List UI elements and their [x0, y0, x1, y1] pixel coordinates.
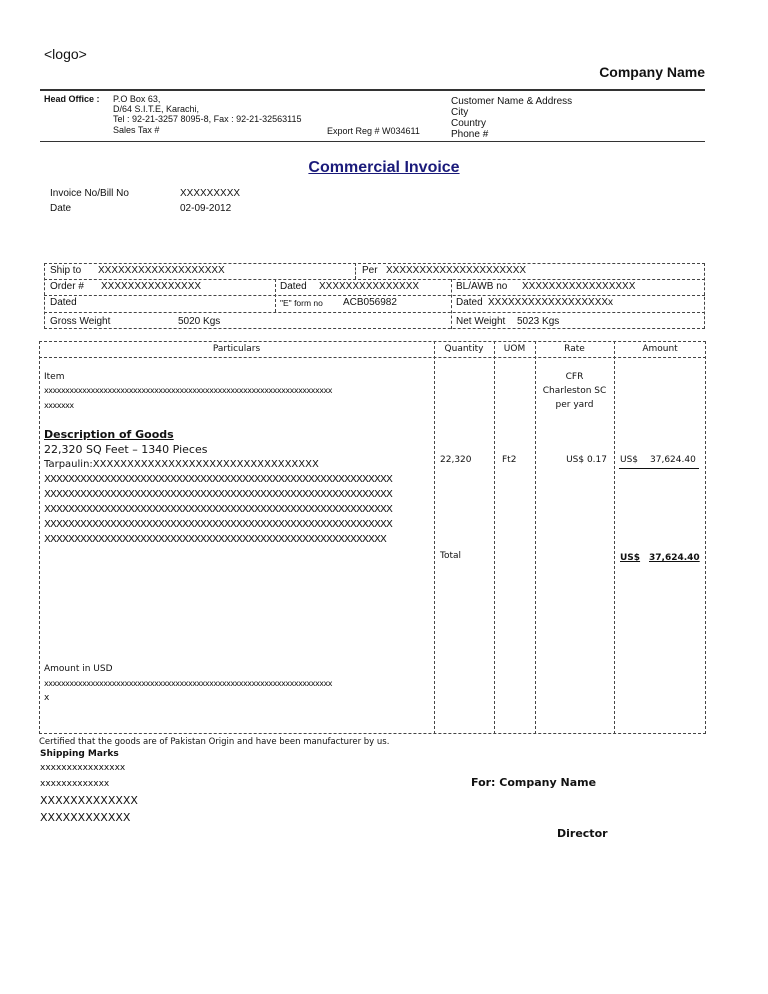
table-col-divider — [494, 341, 495, 734]
quantity-value: 22,320 — [440, 455, 472, 465]
description-line: XXXXXXXXXXXXXXXXXXXXXXXXXXXXXXXXXXXXXXXXXXXXXXXXXXXXXXXXXX — [44, 504, 393, 515]
director-signature-label: Director — [557, 827, 608, 840]
export-reg: Export Reg # W034611 — [327, 126, 420, 136]
sales-tax: Sales Tax # — [113, 125, 160, 135]
e-form-value: ACB056982 — [343, 297, 397, 308]
shipping-mark: XXXXXXXXXXXX — [40, 811, 131, 824]
shipping-mark: XXXXXXXXXXXXX — [40, 794, 138, 807]
gross-weight-value: 5020 Kgs — [178, 316, 221, 327]
description-line: XXXXXXXXXXXXXXXXXXXXXXXXXXXXXXXXXXXXXXXXXXXXXXXXXXXXXXXXXX — [44, 474, 393, 485]
customer-name: Customer Name & Address — [451, 96, 573, 107]
description-line: Tarpaulin:XXXXXXXXXXXXXXXXXXXXXXXXXXXXXXXXX — [44, 459, 319, 470]
table-col-divider — [434, 341, 435, 734]
shipping-row-divider — [44, 279, 705, 280]
bl-awb-label: BL/AWB no — [456, 281, 508, 292]
amount-currency: US$ — [620, 455, 639, 465]
net-weight-label: Net Weight — [456, 316, 506, 327]
amount-value: 37,624.40 — [650, 455, 696, 465]
amount-in-usd-label: Amount in USD — [44, 664, 113, 674]
for-company-name: For: Company Name — [471, 776, 597, 789]
col-header-rate: Rate — [564, 344, 585, 354]
invoice-no-label: Invoice No/Bill No — [50, 188, 129, 199]
net-weight-value: 5023 Kgs — [517, 316, 560, 327]
customer-city: City — [451, 107, 469, 118]
item-line: xxxxxxx — [44, 401, 74, 410]
item-label: Item — [44, 372, 65, 382]
e-form-label: "E" form no — [280, 298, 323, 308]
bl-awb-value: XXXXXXXXXXXXXXXXX — [522, 281, 636, 292]
ship-to-label: Ship to — [50, 265, 82, 276]
head-office-line1: P.O Box 63, — [113, 94, 161, 104]
description-heading: Description of Goods — [44, 428, 174, 441]
dated-value: XXXXXXXXXXXXXXXXXXx — [488, 297, 614, 308]
shipping-marks-label: Shipping Marks — [40, 749, 119, 759]
logo-placeholder: <logo> — [44, 46, 87, 62]
dated-value: XXXXXXXXXXXXXXX — [319, 281, 420, 292]
invoice-date-value: 02-09-2012 — [180, 203, 232, 214]
customer-phone: Phone # — [451, 129, 489, 140]
order-value: XXXXXXXXXXXXXXX — [101, 281, 202, 292]
head-office-label: Head Office : — [44, 94, 100, 104]
col-header-uom: UOM — [503, 344, 526, 354]
amount-underline — [619, 468, 699, 469]
total-label: Total — [440, 551, 462, 561]
per-label: Per — [362, 265, 378, 276]
certification-text: Certified that the goods are of Pakistan Origin and have been manufacturer by us. — [39, 737, 390, 747]
document-title: Commercial Invoice — [308, 159, 460, 176]
shipping-col-divider — [451, 279, 452, 329]
invoice-date-label: Date — [50, 203, 72, 214]
shipping-mark: xxxxxxxxxxxxx — [40, 779, 110, 789]
shipping-mark: xxxxxxxxxxxxxxxx — [40, 763, 126, 773]
table-header-divider — [39, 357, 706, 358]
dated-label: Dated — [50, 297, 77, 308]
head-office-line3: Tel : 92-21-3257 8095-8, Fax : 92-21-32563115 — [113, 114, 302, 124]
item-line: xxxxxxxxxxxxxxxxxxxxxxxxxxxxxxxxxxxxxxxxxxxxxxxxxxxxxxxxxxxxxxxxxxxx — [44, 386, 332, 395]
order-label: Order # — [50, 281, 84, 292]
total-currency: US$ — [620, 553, 641, 563]
description-line: 22,320 SQ Feet – 1340 Pieces — [44, 443, 208, 456]
ship-to-value: XXXXXXXXXXXXXXXXXXX — [98, 265, 225, 276]
head-office-line2: D/64 S.I.T.E, Karachi, — [113, 104, 200, 114]
description-line: XXXXXXXXXXXXXXXXXXXXXXXXXXXXXXXXXXXXXXXXXXXXXXXXXXXXXXXXXX — [44, 519, 393, 530]
rate-basis: per yard — [555, 400, 594, 410]
rate-value: US$ 0.17 — [566, 455, 607, 465]
shipping-col-divider — [355, 263, 356, 279]
gross-weight-label: Gross Weight — [50, 316, 111, 327]
dated-label: Dated — [280, 281, 307, 292]
description-line: XXXXXXXXXXXXXXXXXXXXXXXXXXXXXXXXXXXXXXXXXXXXXXXXXXXXXXXXXX — [44, 489, 393, 500]
uom-value: Ft2 — [502, 455, 517, 465]
rate-basis: Charleston SC — [542, 386, 607, 396]
amount-in-usd-line: xxxxxxxxxxxxxxxxxxxxxxxxxxxxxxxxxxxxxxxxxxxxxxxxxxxxxxxxxxxxxxxxxxxx — [44, 679, 332, 688]
header-divider — [40, 89, 705, 91]
header-bottom-divider — [40, 141, 705, 142]
company-name: Company Name — [599, 64, 705, 80]
rate-basis: CFR — [565, 372, 584, 382]
table-col-divider — [614, 341, 615, 734]
total-value: 37,624.40 — [649, 553, 700, 563]
dated-label: Dated — [456, 297, 483, 308]
invoice-no-value: XXXXXXXXX — [180, 188, 241, 199]
per-value: XXXXXXXXXXXXXXXXXXXXX — [386, 265, 527, 276]
description-line: XXXXXXXXXXXXXXXXXXXXXXXXXXXXXXXXXXXXXXXXXXXXXXXXXXXXXXXXX — [44, 534, 387, 545]
shipping-row-divider — [44, 312, 705, 313]
col-header-particulars: Particulars — [212, 344, 261, 354]
shipping-row-divider — [44, 295, 705, 296]
amount-in-usd-line: x — [44, 693, 50, 703]
shipping-col-divider — [275, 279, 276, 312]
col-header-amount: Amount — [642, 344, 678, 354]
customer-country: Country — [451, 118, 487, 129]
col-header-quantity: Quantity — [444, 344, 484, 354]
